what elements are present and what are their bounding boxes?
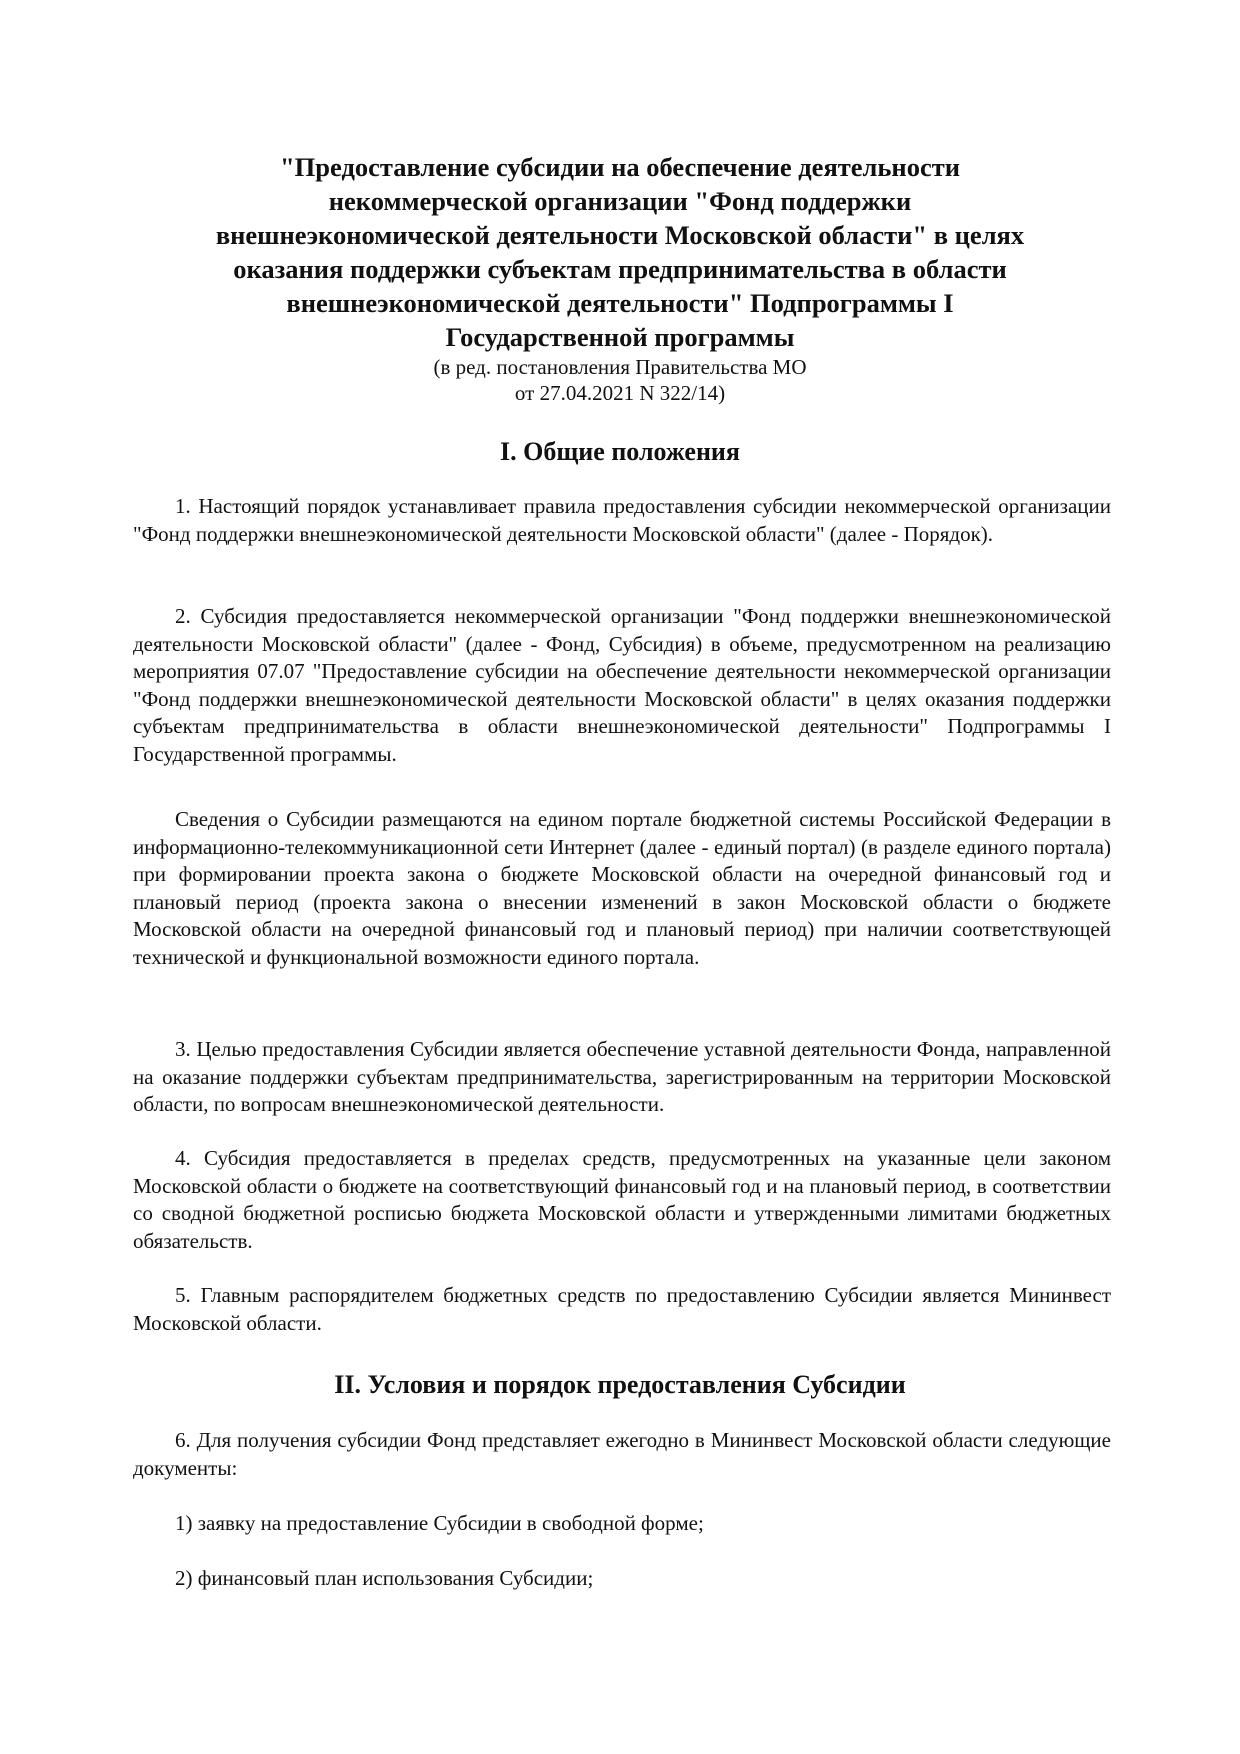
title-line: внешнеэкономической деятельности Московской области" в целях <box>215 220 1025 250</box>
list-item-2: 2) финансовый план использования Субсидии; <box>175 1566 594 1590</box>
paragraph-4: 4. Субсидия предоставляется в пределах средств, предусмотренных на указанные цели законом Московской области о бюджете на соответствующий финансовый год и на плановый период, в соответствии со сводной бюджетной росписью бюджета Московской области и утвержденными лимитами бюджетных обязательств. <box>133 1146 1111 1253</box>
title-line: некоммерческой организации "Фонд поддержки <box>328 186 912 216</box>
title-line: Государственной программы <box>445 322 795 352</box>
paragraph-2: 2. Субсидия предоставляется некоммерческой организации "Фонд поддержки внешнеэкономической деятельности Московской области" (далее - Фонд, Субсидия) в объеме, предусмотренном на реализацию мероприятия 07.07 "Предоставление субсидии на обеспечение деятельности некоммерческой организации "Фонд поддержки внешнеэкономической деятельности Московской области" в целях оказания поддержки субъектам предпринимательства в области внешнеэкономической деятельности" Подпрограммы I Государственной программы. <box>133 604 1111 766</box>
document-title-block <box>180 150 1060 406</box>
list-item-1: 1) заявку на предоставление Субсидии в свободной форме; <box>175 1511 704 1535</box>
paragraph-3: 3. Целью предоставления Субсидии является обеспечение уставной деятельности Фонда, направленной на оказание поддержки субъектам предпринимательства, зарегистрированным на территории Московской области, по вопросам внешнеэкономической деятельности. <box>133 1037 1111 1117</box>
paragraph-6: 6. Для получения субсидии Фонд представляет ежегодно в Мининвест Московской области следующие документы: <box>133 1428 1111 1480</box>
revision-note: от 27.04.2021 N 322/14) <box>514 381 726 405</box>
section-heading-general: I. Общие положения <box>500 437 740 466</box>
paragraph-portal-info: Сведения о Субсидии размещаются на едином портале бюджетной системы Российской Федерации в информационно-телекоммуникационной сети Интернет (далее - единый портал) (в разделе единого портала) при формировании проекта закона о бюджете Московской области на очередной финансовый год и плановый период (проекта закона о внесении изменений в закон Московской области о бюджете Московской области на очередной финансовый год и плановый период) при наличии соответствующей технической и функциональной возможности единого портала. <box>133 807 1111 969</box>
section-heading-conditions: II. Условия и порядок предоставления Субсидии <box>334 1370 906 1399</box>
paragraph-1: 1. Настоящий порядок устанавливает правила предоставления субсидии некоммерческой организации "Фонд поддержки внешнеэкономической деятельности Московской области" (далее - Порядок). <box>133 494 1111 546</box>
title-line: внешнеэкономической деятельности" Подпрограммы I <box>286 288 954 318</box>
paragraph-5: 5. Главным распорядителем бюджетных средств по предоставлению Субсидии является Мининвест Московской области. <box>133 1283 1111 1335</box>
title-line: "Предоставление субсидии на обеспечение деятельности <box>279 152 961 182</box>
revision-note: (в ред. постановления Правительства МО <box>433 355 807 379</box>
title-line: оказания поддержки субъектам предпринимательства в области <box>233 254 1007 284</box>
